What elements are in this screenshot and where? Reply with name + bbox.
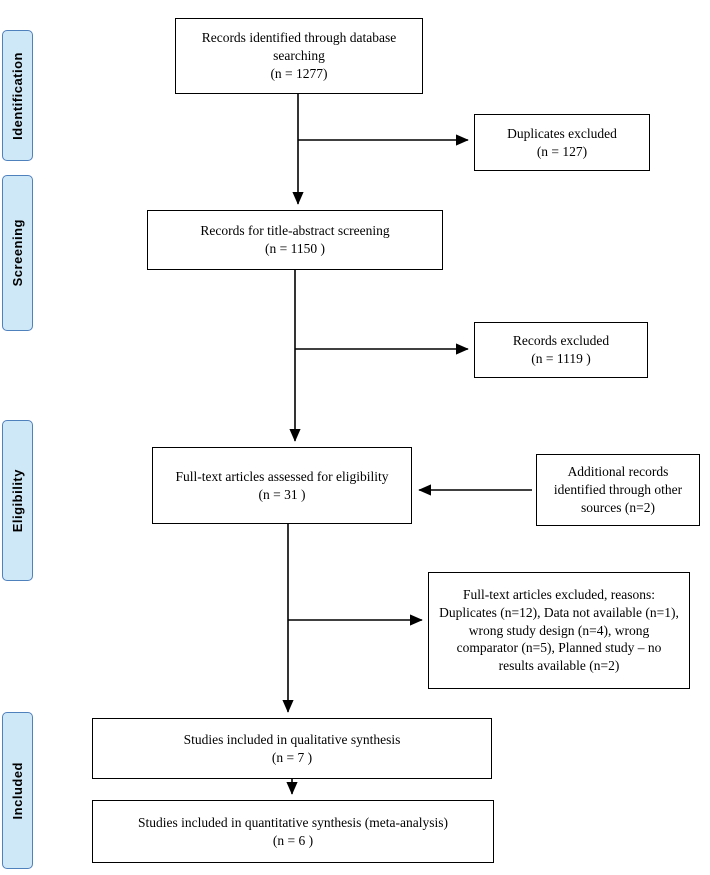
- box-text: Full-text articles excluded, reasons: Duplicates (n=12), Data not available (n=1), wrong study design (n=4), wrong comparator (n=5), Planned study – no results available (n=2): [439, 586, 679, 674]
- stage-label-text: Eligibility: [10, 468, 25, 533]
- box-qualitative-synthesis: [92, 718, 492, 779]
- stage-label-identification: [2, 30, 33, 161]
- stage-label-eligibility: [2, 420, 33, 581]
- box-count: (n = 31 ): [258, 486, 306, 502]
- box-duplicates-excluded: [474, 114, 650, 171]
- box-title-abstract-screening: [147, 210, 443, 270]
- box-records-excluded: [474, 322, 648, 378]
- box-text: Records identified through database searching: [201, 30, 397, 64]
- box-quantitative-synthesis: [92, 800, 494, 863]
- box-count: (n = 127): [536, 143, 588, 159]
- box-text: Full-text articles assessed for eligibility: [175, 468, 389, 484]
- box-count: (n = 1150 ): [265, 241, 325, 256]
- box-records-identified: [175, 18, 423, 94]
- box-count: (n = 1119 ): [531, 351, 591, 366]
- box-text: Records for title-abstract screening: [200, 223, 390, 239]
- stage-label-text: Identification: [10, 51, 25, 140]
- stage-label-included: [2, 712, 33, 869]
- stage-label-screening: [2, 175, 33, 331]
- box-count: (n = 6 ): [272, 832, 314, 848]
- box-text: Studies included in quantitative synthesis (meta-analysis): [137, 814, 449, 830]
- box-fulltext-assessed: [152, 447, 412, 524]
- box-text: Records excluded: [512, 333, 610, 349]
- box-additional-records: [536, 454, 700, 526]
- box-count: (n = 1277): [270, 65, 328, 81]
- box-text: Studies included in qualitative synthesis: [183, 731, 401, 747]
- stage-label-text: Included: [10, 761, 25, 820]
- box-count: (n = 7 ): [271, 749, 313, 765]
- box-fulltext-excluded-reasons: [428, 572, 690, 689]
- stage-label-text: Screening: [10, 219, 25, 287]
- box-text: Additional records identified through other sources (n=2): [553, 464, 683, 515]
- box-text: Duplicates excluded: [507, 125, 617, 141]
